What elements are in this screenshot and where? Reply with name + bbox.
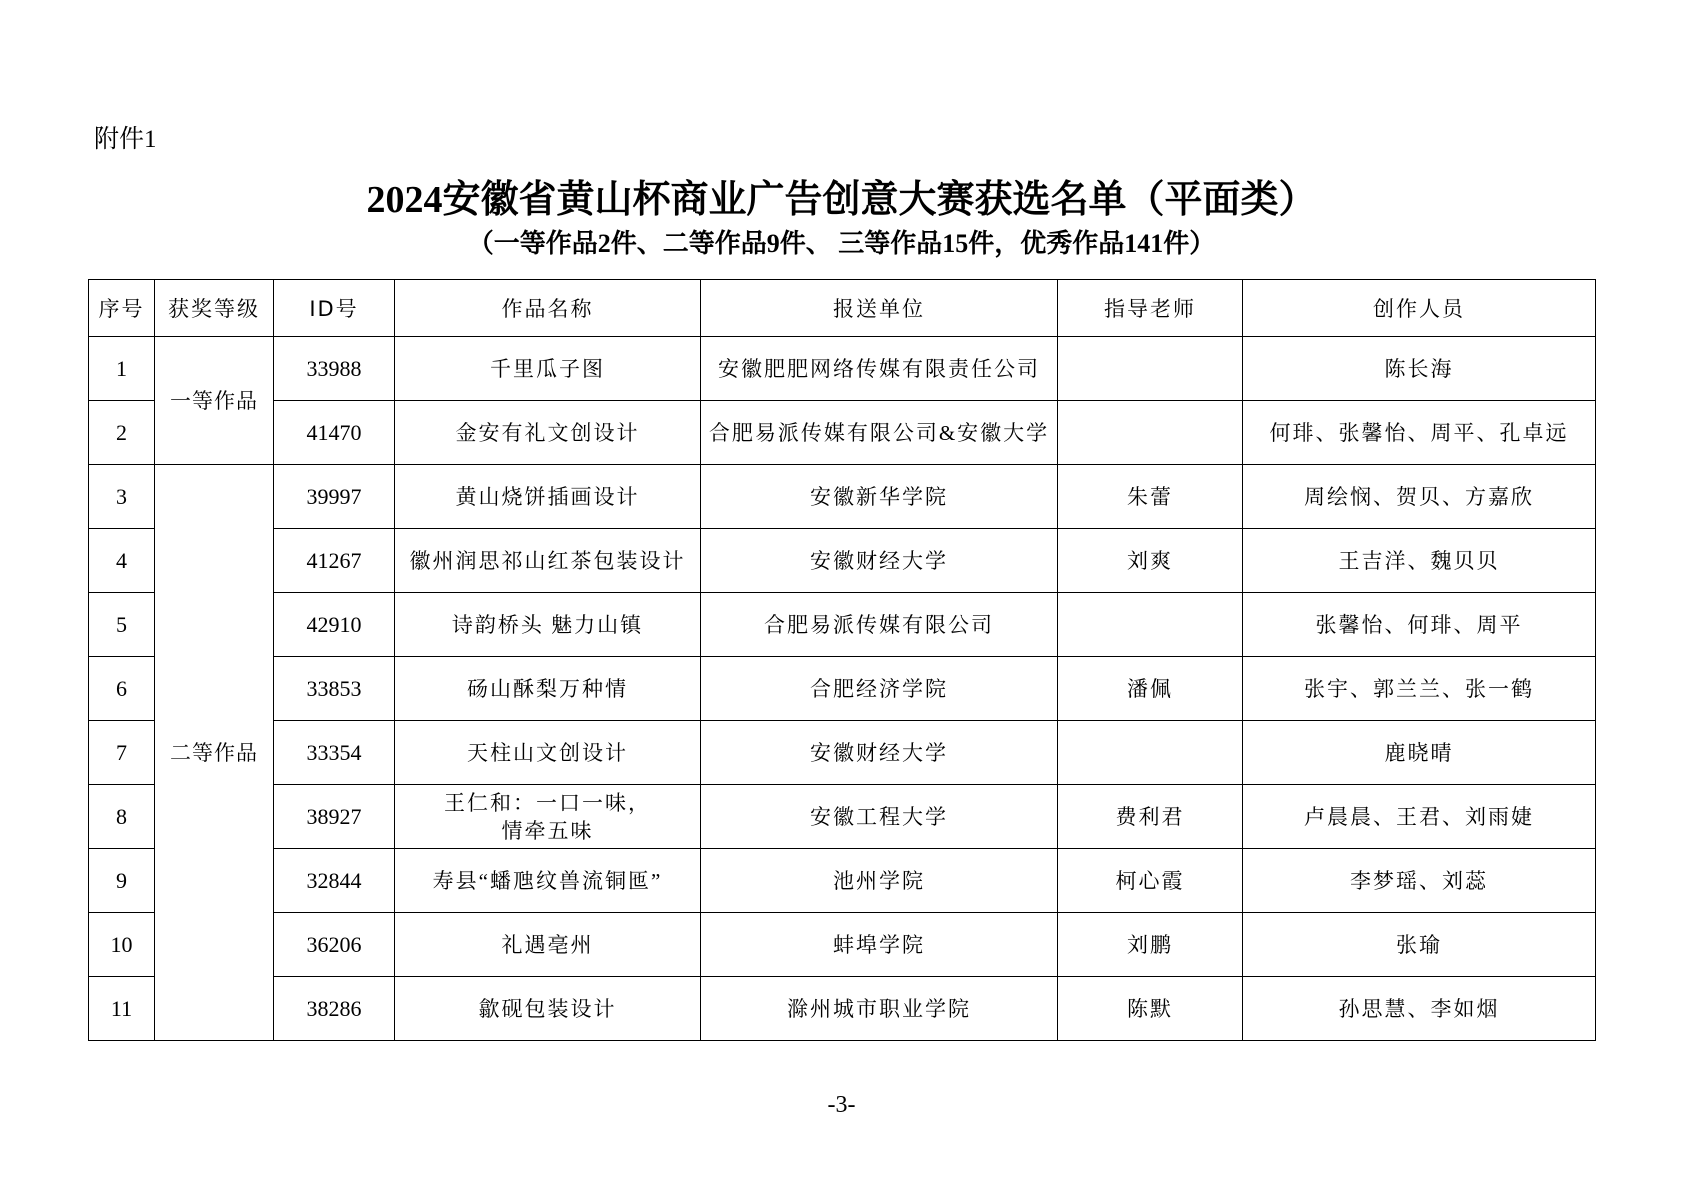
work-title-cell: 寿县“蟠虺纹兽流铜匜” [395, 849, 701, 913]
creators-cell: 鹿晓晴 [1243, 721, 1596, 785]
work-id-cell: 39997 [274, 465, 395, 529]
work-title-cell: 诗韵桥头 魅力山镇 [395, 593, 701, 657]
column-header-creators: 创作人员 [1243, 280, 1596, 337]
column-header-award-level: 获奖等级 [155, 280, 274, 337]
work-id-cell: 42910 [274, 593, 395, 657]
creators-cell: 何琲、张馨怡、周平、孔卓远 [1243, 401, 1596, 465]
award-level-cell: 一等作品 [155, 337, 274, 465]
creators-cell: 王吉洋、魏贝贝 [1243, 529, 1596, 593]
table-row [89, 849, 1596, 913]
row-number-cell: 7 [89, 721, 155, 785]
page-number: -3- [827, 1092, 856, 1118]
column-header-work-title: 作品名称 [395, 280, 701, 337]
work-id-cell: 33853 [274, 657, 395, 721]
work-id-cell: 33988 [274, 337, 395, 401]
row-number-cell: 9 [89, 849, 155, 913]
submitting-unit-cell: 安徽肥肥网络传媒有限责任公司 [701, 337, 1058, 401]
creators-cell: 陈长海 [1243, 337, 1596, 401]
table-row [89, 657, 1596, 721]
creators-cell: 卢晨晨、王君、刘雨婕 [1243, 785, 1596, 849]
table-row [89, 337, 1596, 401]
submitting-unit-cell: 合肥易派传媒有限公司&安徽大学 [701, 401, 1058, 465]
submitting-unit-cell: 合肥经济学院 [701, 657, 1058, 721]
advisor-cell [1058, 337, 1243, 401]
creators-cell: 孙思慧、李如烟 [1243, 977, 1596, 1041]
creators-cell: 张馨怡、何琲、周平 [1243, 593, 1596, 657]
table-row [89, 465, 1596, 529]
work-title-cell: 王仁和：一口一味， 情牵五味 [395, 785, 701, 849]
work-id-cell: 41267 [274, 529, 395, 593]
row-number-cell: 8 [89, 785, 155, 849]
work-title-cell: 礼遇亳州 [395, 913, 701, 977]
work-title-cell: 天柱山文创设计 [395, 721, 701, 785]
row-number-cell: 11 [89, 977, 155, 1041]
table-row [89, 401, 1596, 465]
work-id-cell: 33354 [274, 721, 395, 785]
submitting-unit-cell: 滁州城市职业学院 [701, 977, 1058, 1041]
table-row [89, 785, 1596, 849]
row-number-cell: 2 [89, 401, 155, 465]
submitting-unit-cell: 合肥易派传媒有限公司 [701, 593, 1058, 657]
work-title-cell: 黄山烧饼插画设计 [395, 465, 701, 529]
header-row [89, 280, 1596, 337]
column-header-id: ID号 [274, 280, 395, 337]
work-id-cell: 41470 [274, 401, 395, 465]
creators-cell: 周绘悯、贺贝、方嘉欣 [1243, 465, 1596, 529]
advisor-cell: 柯心霞 [1058, 849, 1243, 913]
advisor-cell: 费利君 [1058, 785, 1243, 849]
award-list-table [88, 279, 1596, 1041]
submitting-unit-cell: 池州学院 [701, 849, 1058, 913]
creators-cell: 张宇、郭兰兰、张一鹤 [1243, 657, 1596, 721]
work-id-cell: 36206 [274, 913, 395, 977]
advisor-cell [1058, 593, 1243, 657]
work-id-cell: 38286 [274, 977, 395, 1041]
document-subtitle: （一等作品2件、二等作品9件、 三等作品15件，优秀作品141件） [467, 229, 1216, 258]
column-header-no: 序号 [89, 280, 155, 337]
work-title-cell: 徽州润思祁山红茶包装设计 [395, 529, 701, 593]
creators-cell: 张瑜 [1243, 913, 1596, 977]
table-row [89, 529, 1596, 593]
column-header-submitting-unit: 报送单位 [701, 280, 1058, 337]
table-body [89, 337, 1596, 1041]
row-number-cell: 3 [89, 465, 155, 529]
creators-cell: 李梦瑶、刘蕊 [1243, 849, 1596, 913]
work-title-cell: 金安有礼文创设计 [395, 401, 701, 465]
table-row [89, 977, 1596, 1041]
submitting-unit-cell: 安徽财经大学 [701, 721, 1058, 785]
advisor-cell [1058, 401, 1243, 465]
submitting-unit-cell: 安徽工程大学 [701, 785, 1058, 849]
table-header [89, 280, 1596, 337]
submitting-unit-cell: 安徽新华学院 [701, 465, 1058, 529]
submitting-unit-cell: 蚌埠学院 [701, 913, 1058, 977]
award-level-cell: 二等作品 [155, 465, 274, 1041]
row-number-cell: 4 [89, 529, 155, 593]
table-row [89, 721, 1596, 785]
attachment-label: 附件1 [94, 126, 157, 153]
advisor-cell [1058, 721, 1243, 785]
row-number-cell: 10 [89, 913, 155, 977]
advisor-cell: 陈默 [1058, 977, 1243, 1041]
work-id-cell: 38927 [274, 785, 395, 849]
work-title-cell: 千里瓜子图 [395, 337, 701, 401]
table-row [89, 593, 1596, 657]
advisor-cell: 刘鹏 [1058, 913, 1243, 977]
row-number-cell: 1 [89, 337, 155, 401]
advisor-cell: 潘佩 [1058, 657, 1243, 721]
table-row [89, 913, 1596, 977]
row-number-cell: 5 [89, 593, 155, 657]
work-title-cell: 歙砚包装设计 [395, 977, 701, 1041]
submitting-unit-cell: 安徽财经大学 [701, 529, 1058, 593]
column-header-advisor: 指导老师 [1058, 280, 1243, 337]
advisor-cell: 刘爽 [1058, 529, 1243, 593]
work-id-cell: 32844 [274, 849, 395, 913]
work-title-cell: 砀山酥梨万种情 [395, 657, 701, 721]
row-number-cell: 6 [89, 657, 155, 721]
document-title: 2024安徽省黄山杯商业广告创意大赛获选名单（平面类） [366, 179, 1317, 221]
advisor-cell: 朱蕾 [1058, 465, 1243, 529]
